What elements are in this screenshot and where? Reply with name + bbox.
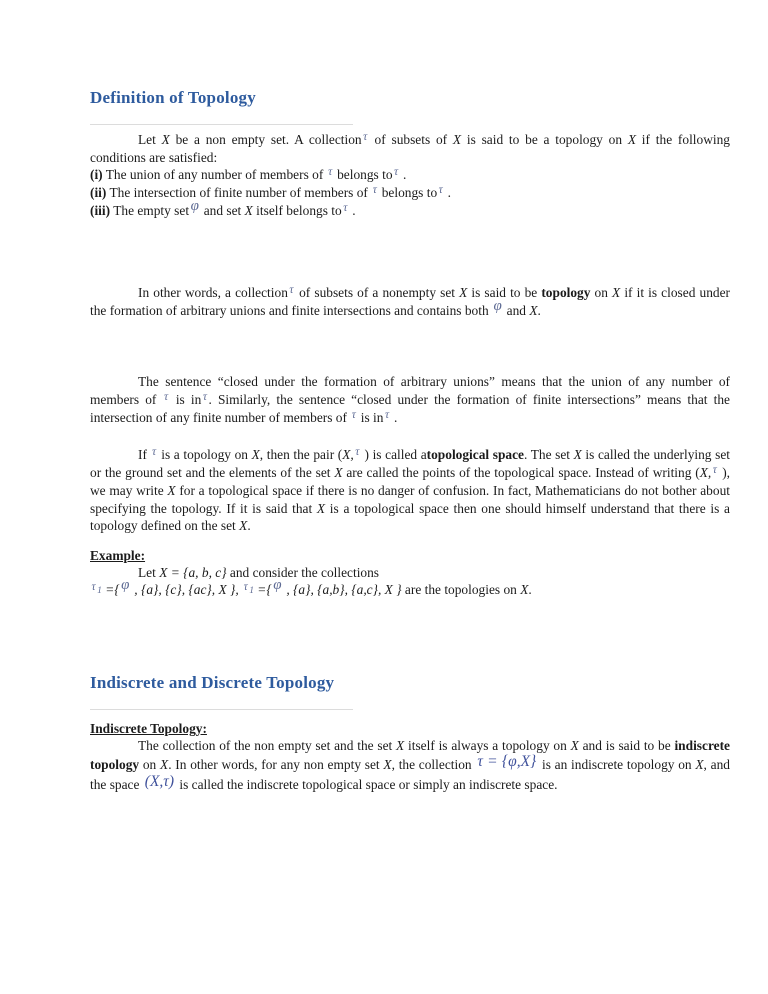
text-run: indiscrete topology bbox=[90, 738, 734, 772]
text-run: Indiscrete Topology: bbox=[90, 720, 207, 736]
text-run: If bbox=[138, 447, 151, 463]
text-run: , and the space bbox=[90, 756, 734, 792]
text-run: X bbox=[167, 483, 176, 499]
text-run: of subsets of a nonempty set bbox=[295, 284, 460, 300]
math-symbol: τ bbox=[363, 131, 368, 143]
text-run: X bbox=[570, 738, 579, 754]
text-run: , {a}, {c}, {ac}, X }, bbox=[130, 582, 243, 598]
text-run: . bbox=[528, 582, 532, 598]
math-symbol: τ bbox=[202, 390, 207, 403]
condition-i bbox=[90, 166, 730, 184]
math-symbol: φ bbox=[493, 297, 502, 314]
text-run: . bbox=[247, 518, 251, 534]
math-symbol: φ bbox=[121, 577, 130, 594]
heading-divider bbox=[90, 709, 353, 710]
text-run: is in bbox=[357, 409, 384, 425]
math-symbol: φ bbox=[190, 198, 199, 215]
text-run: itself is always a topology on bbox=[404, 738, 571, 754]
text-run: on bbox=[139, 756, 160, 772]
text-run: is said to be a topology on bbox=[461, 132, 628, 147]
paragraph-definition-intro bbox=[90, 131, 734, 166]
math-symbol: τ bbox=[343, 202, 348, 215]
math-symbol: τ bbox=[152, 446, 157, 459]
text-run: on bbox=[590, 284, 613, 300]
text-run: X bbox=[573, 447, 582, 463]
math-symbol: τ bbox=[243, 581, 248, 594]
text-run: = {a, b, c} bbox=[167, 565, 227, 581]
text-run: X bbox=[396, 738, 405, 754]
heading-divider bbox=[90, 124, 353, 125]
text-run: itself belongs to bbox=[252, 203, 342, 219]
example-collections bbox=[90, 577, 730, 601]
inline-equation: τ = {φ,X} bbox=[477, 752, 537, 770]
text-run: belongs to bbox=[333, 167, 393, 183]
text-run: (i) bbox=[90, 167, 103, 183]
text-run: X bbox=[159, 565, 168, 581]
text-run: topology bbox=[541, 284, 591, 300]
text-run: . bbox=[444, 185, 451, 201]
text-run: X bbox=[251, 447, 260, 463]
math-symbol: τ bbox=[384, 408, 390, 421]
text-run: is a topological space then one should himself understand that there is a topology defined on the set bbox=[90, 500, 734, 534]
text-run: X bbox=[334, 465, 343, 481]
math-symbol: 1 bbox=[249, 586, 254, 597]
text-run: is an indiscrete topology on bbox=[538, 756, 696, 772]
math-symbol: τ bbox=[372, 184, 377, 197]
math-symbol: τ bbox=[438, 184, 443, 197]
text-run: . bbox=[399, 167, 407, 183]
text-run: is called the underlying set or the ground set and the elements of the set bbox=[90, 447, 734, 481]
text-run: X bbox=[383, 756, 392, 772]
text-run: for a topological space if there is no danger of confusion. In fact, Mathematicians do not bother about specifying the topology. If it is said that bbox=[90, 483, 734, 516]
math-symbol: τ bbox=[394, 166, 399, 179]
text-run: X bbox=[612, 284, 621, 300]
text-run: (ii) bbox=[90, 185, 107, 201]
text-run: X bbox=[627, 132, 637, 147]
section-heading-definition-of-topology: Definition of Topology bbox=[90, 88, 256, 107]
text-run: X, bbox=[699, 465, 712, 481]
example-label bbox=[90, 547, 730, 564]
text-run: X bbox=[244, 203, 253, 219]
text-run: and is said to be bbox=[578, 738, 675, 754]
text-run: X bbox=[452, 132, 462, 147]
inline-equation: (X,τ) bbox=[144, 772, 175, 790]
text-run: are the topologies on bbox=[404, 582, 521, 598]
text-run: Let bbox=[138, 132, 162, 147]
text-run: The empty set bbox=[110, 203, 190, 219]
paragraph-sentence-explanation bbox=[90, 373, 734, 426]
text-run: X bbox=[520, 582, 529, 598]
text-run: is said to be bbox=[467, 284, 542, 300]
text-run: is in bbox=[169, 391, 202, 407]
example-setup bbox=[90, 564, 730, 581]
text-run: X bbox=[529, 302, 538, 318]
text-run: . bbox=[390, 409, 398, 425]
math-symbol: τ bbox=[355, 446, 360, 459]
text-run: . Similarly, the sentence “closed under the formation of finite intersections” means that the intersection of any finite number of members of bbox=[90, 391, 734, 425]
text-run: The collection of the non empty set and the set bbox=[138, 738, 397, 754]
section-heading-indiscrete-and-discrete-topology: Indiscrete and Discrete Topology bbox=[90, 672, 335, 692]
text-run: and consider the collections bbox=[226, 565, 380, 581]
text-run: ), we may write bbox=[90, 465, 734, 499]
text-run: X, bbox=[342, 447, 354, 463]
text-run: X bbox=[316, 500, 326, 516]
text-run: ) is called a bbox=[360, 447, 427, 463]
text-run: . The set bbox=[523, 447, 574, 463]
text-run: X bbox=[459, 284, 468, 300]
math-symbol: τ bbox=[289, 283, 294, 296]
text-run: is a topology on bbox=[157, 447, 252, 463]
text-run: , then the pair ( bbox=[259, 447, 343, 463]
math-symbol: τ bbox=[91, 581, 96, 594]
text-run: of subsets of bbox=[368, 132, 453, 147]
text-run: is called the indiscrete topological space or simply an indiscrete space. bbox=[176, 776, 558, 792]
text-run: be a non empty set. A collection bbox=[169, 132, 362, 147]
paragraph-in-other-words bbox=[90, 283, 734, 321]
text-run: . bbox=[348, 203, 356, 219]
paragraph-indiscrete-topology bbox=[90, 737, 734, 795]
math-symbol: τ bbox=[712, 464, 717, 477]
text-run: are called the points of the topological space. Instead of writing ( bbox=[342, 465, 700, 481]
text-run: X bbox=[695, 756, 704, 772]
text-run: topological space bbox=[426, 447, 524, 463]
text-run: (iii) bbox=[90, 203, 111, 219]
math-symbol: τ bbox=[351, 408, 356, 421]
text-run: , the collection bbox=[391, 756, 476, 772]
text-run: and set bbox=[200, 203, 245, 219]
text-run: ={ bbox=[101, 582, 120, 598]
math-symbol: τ bbox=[328, 166, 333, 179]
math-symbol: τ bbox=[164, 390, 169, 403]
text-run: X bbox=[160, 756, 169, 772]
math-symbol: φ bbox=[273, 577, 282, 594]
text-run: Example: bbox=[90, 547, 146, 563]
text-run: In other words, a collection bbox=[138, 284, 288, 300]
text-run: X bbox=[239, 518, 248, 534]
text-run: . bbox=[537, 302, 541, 318]
text-run: ={ bbox=[253, 582, 272, 598]
text-run: X bbox=[161, 132, 170, 147]
text-run: The intersection of finite number of members of bbox=[106, 185, 372, 201]
text-run: if it is closed under the formation of arbitrary unions and finite intersections and contains both bbox=[90, 284, 734, 318]
paragraph-topological-space bbox=[90, 446, 734, 534]
text-run: belongs to bbox=[378, 185, 438, 201]
text-run: The union of any number of members of bbox=[102, 167, 327, 183]
text-run: if the following conditions are satisfied: bbox=[90, 132, 734, 165]
text-run: , {a}, {a,b}, {a,c}, X } bbox=[283, 582, 405, 598]
text-run: Let bbox=[138, 565, 160, 581]
indiscrete-topology-label bbox=[90, 720, 730, 737]
text-run: and bbox=[503, 302, 530, 318]
text-run: . In other words, for any non empty set bbox=[168, 756, 384, 772]
condition-iii bbox=[90, 198, 730, 222]
math-symbol: 1 bbox=[97, 586, 102, 597]
text-run: The sentence “closed under the formation of arbitrary unions” means that the union of any number of members of bbox=[90, 374, 734, 407]
condition-ii bbox=[90, 184, 730, 202]
